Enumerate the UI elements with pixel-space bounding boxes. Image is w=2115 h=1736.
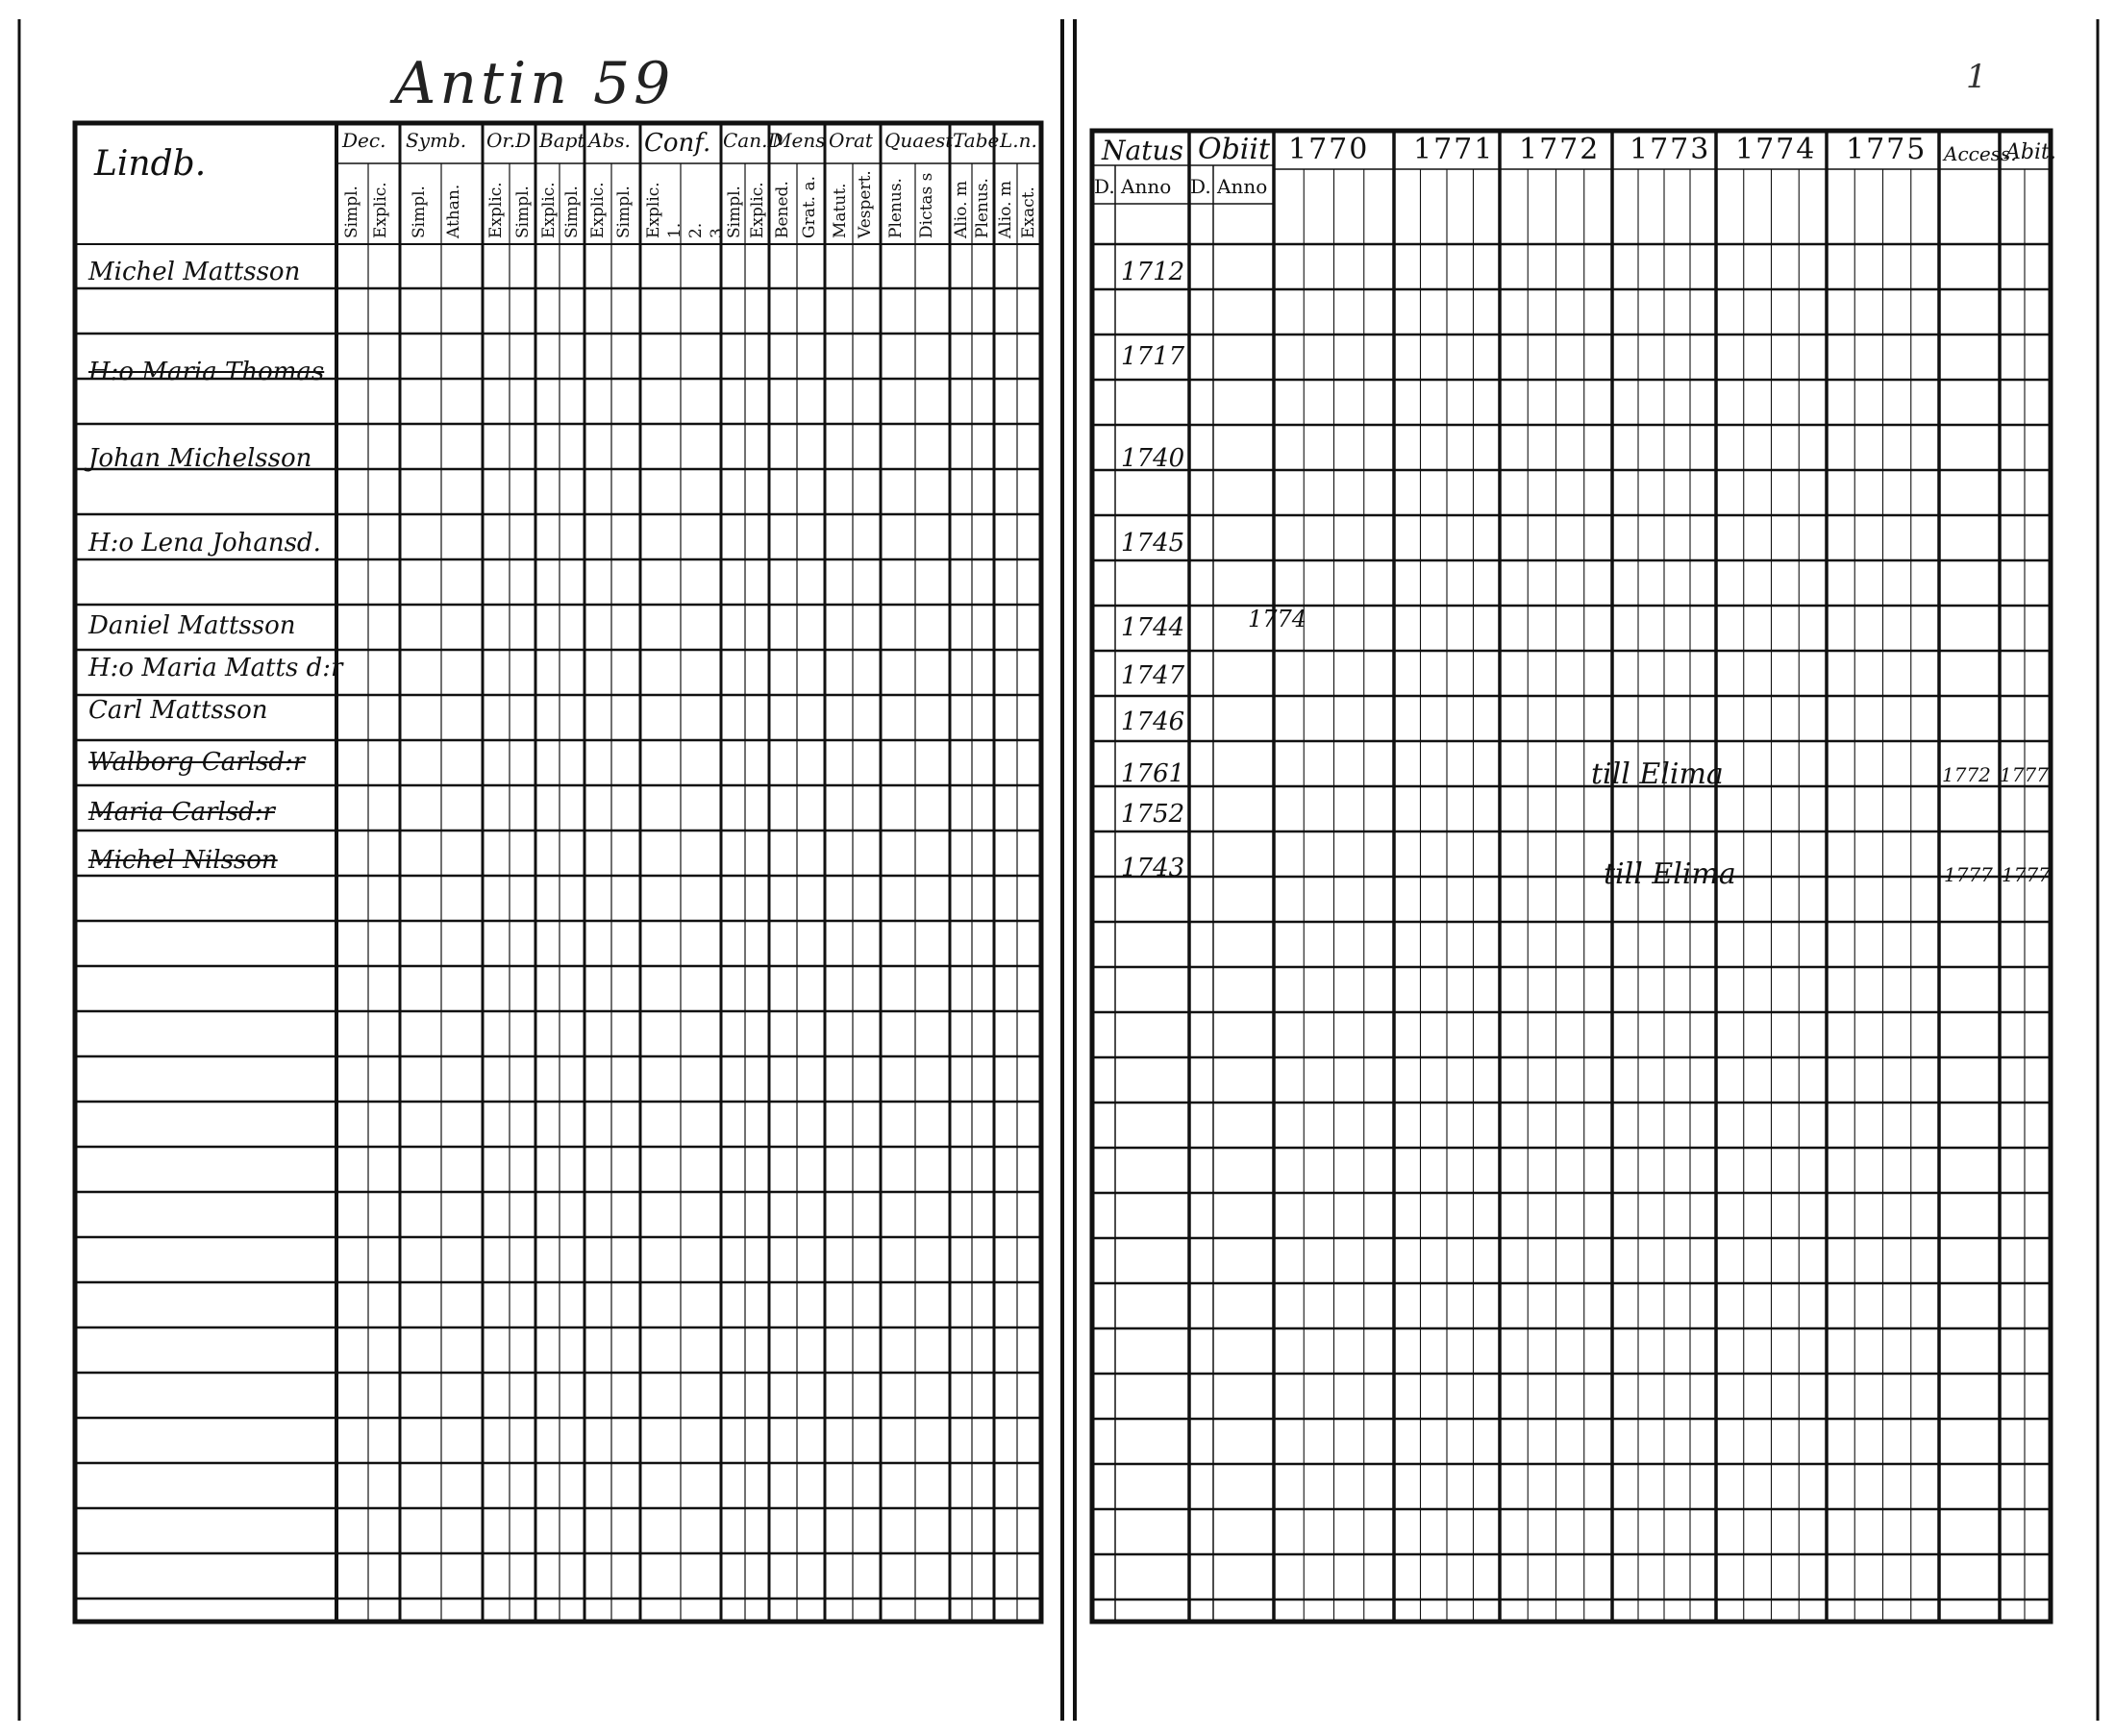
register-name: Walborg Carlsd:r (88, 748, 306, 777)
group-header: L.n. (1000, 129, 1037, 152)
abit-year-1: 1777 (2000, 763, 2049, 786)
sub-header: 2. (686, 222, 706, 238)
sub-header: Simpl. (513, 186, 533, 238)
register-name: Michel Mattsson (88, 258, 301, 286)
group-header: Or.D (486, 129, 532, 152)
sub-header: Athan. (444, 184, 463, 238)
sub-header: Simpl. (562, 186, 582, 238)
note-2: till Elima (1604, 857, 1736, 891)
sub-header: Matut. (831, 183, 850, 238)
sub-header: Explic. (371, 182, 390, 238)
group-header: Abs. (588, 129, 631, 152)
abit-year-2: 1777 (2002, 863, 2051, 886)
register-name: H:o Maria Matts d:r (88, 654, 343, 682)
sub-header: Simpl. (342, 186, 361, 238)
page-title: Antin 59 (394, 50, 675, 117)
birth-year: 1761 (1121, 759, 1185, 788)
register-name: Daniel Mattsson (88, 611, 296, 640)
sub-header: Bened. (773, 181, 792, 238)
name-column-header: Lindb. (94, 144, 207, 184)
sub-header: Explic. (748, 182, 767, 238)
birth-year: 1743 (1121, 854, 1185, 882)
birth-year: 1717 (1121, 342, 1185, 371)
group-header: Mens (772, 129, 826, 152)
note-1: till Elima (1591, 757, 1724, 791)
group-header: Orat (829, 129, 873, 152)
sub-header: Vespert. (856, 170, 875, 238)
year-header: 1770 (1288, 133, 1370, 166)
sub-header: Alio. m (952, 180, 971, 238)
sub-header: Explic. (539, 182, 559, 238)
group-header: Conf. (644, 129, 711, 158)
sub-header: Simpl. (725, 186, 744, 238)
obiit-anno-label: Anno (1217, 175, 1268, 198)
birth-year: 1746 (1121, 707, 1185, 736)
obiit-d-label: D. (1190, 175, 1211, 198)
register-name: H:o Lena Johansd. (88, 529, 321, 558)
group-header: Symb. (406, 129, 467, 152)
natus-d-label: D. (1094, 175, 1115, 198)
sub-header: Explic. (486, 182, 506, 238)
obiit-header: Obiit (1198, 133, 1271, 166)
birth-year: 1747 (1121, 661, 1185, 690)
sub-header: Dictas s (917, 172, 936, 238)
year-header: 1774 (1735, 133, 1817, 166)
year-header: 1771 (1413, 133, 1495, 166)
sub-header: Explic. (588, 182, 608, 238)
birth-year: 1745 (1121, 529, 1185, 558)
group-header: Can.D (723, 129, 784, 152)
sub-header: Exact. (1019, 186, 1038, 238)
group-header: Dec. (342, 129, 386, 152)
natus-anno-label: Anno (1121, 175, 1172, 198)
birth-year: 1752 (1121, 800, 1185, 829)
sub-header: 3. (708, 222, 727, 238)
sub-header: Grat. a. (800, 175, 819, 238)
year-header: 1775 (1846, 133, 1928, 166)
register-name: Michel Nilsson (88, 846, 278, 875)
birth-year: 1744 (1121, 613, 1185, 642)
sub-header: Plenus. (886, 178, 906, 238)
access-year-2: 1777 (1944, 863, 1993, 886)
access-year-1: 1772 (1942, 763, 1991, 786)
sub-header: 1. (665, 222, 684, 238)
death-year: 1774 (1248, 606, 1307, 632)
page-number: 1 (1966, 58, 1987, 96)
register-name: Carl Mattsson (88, 696, 268, 725)
register-name: Maria Carlsd:r (88, 798, 275, 827)
abiit-header: Abit. (2005, 140, 2056, 164)
accessit-header: Access. (1944, 142, 2017, 165)
birth-year: 1740 (1121, 444, 1185, 473)
register-name: Johan Michelsson (88, 444, 312, 473)
register-name: H:o Maria Thomas (88, 358, 325, 386)
year-header: 1773 (1630, 133, 1711, 166)
sub-header: Plenus. (973, 178, 992, 238)
sub-header: Simpl. (614, 186, 634, 238)
group-header: Tabe (953, 129, 1000, 152)
group-header: Quaest. (884, 129, 959, 152)
natus-header: Natus (1102, 135, 1183, 166)
sub-header: Alio. m (996, 180, 1015, 238)
sub-header: Explic. (644, 182, 663, 238)
sub-header: Simpl. (410, 186, 429, 238)
year-header: 1772 (1519, 133, 1601, 166)
birth-year: 1712 (1121, 258, 1185, 286)
group-header: Bapt (539, 129, 585, 152)
